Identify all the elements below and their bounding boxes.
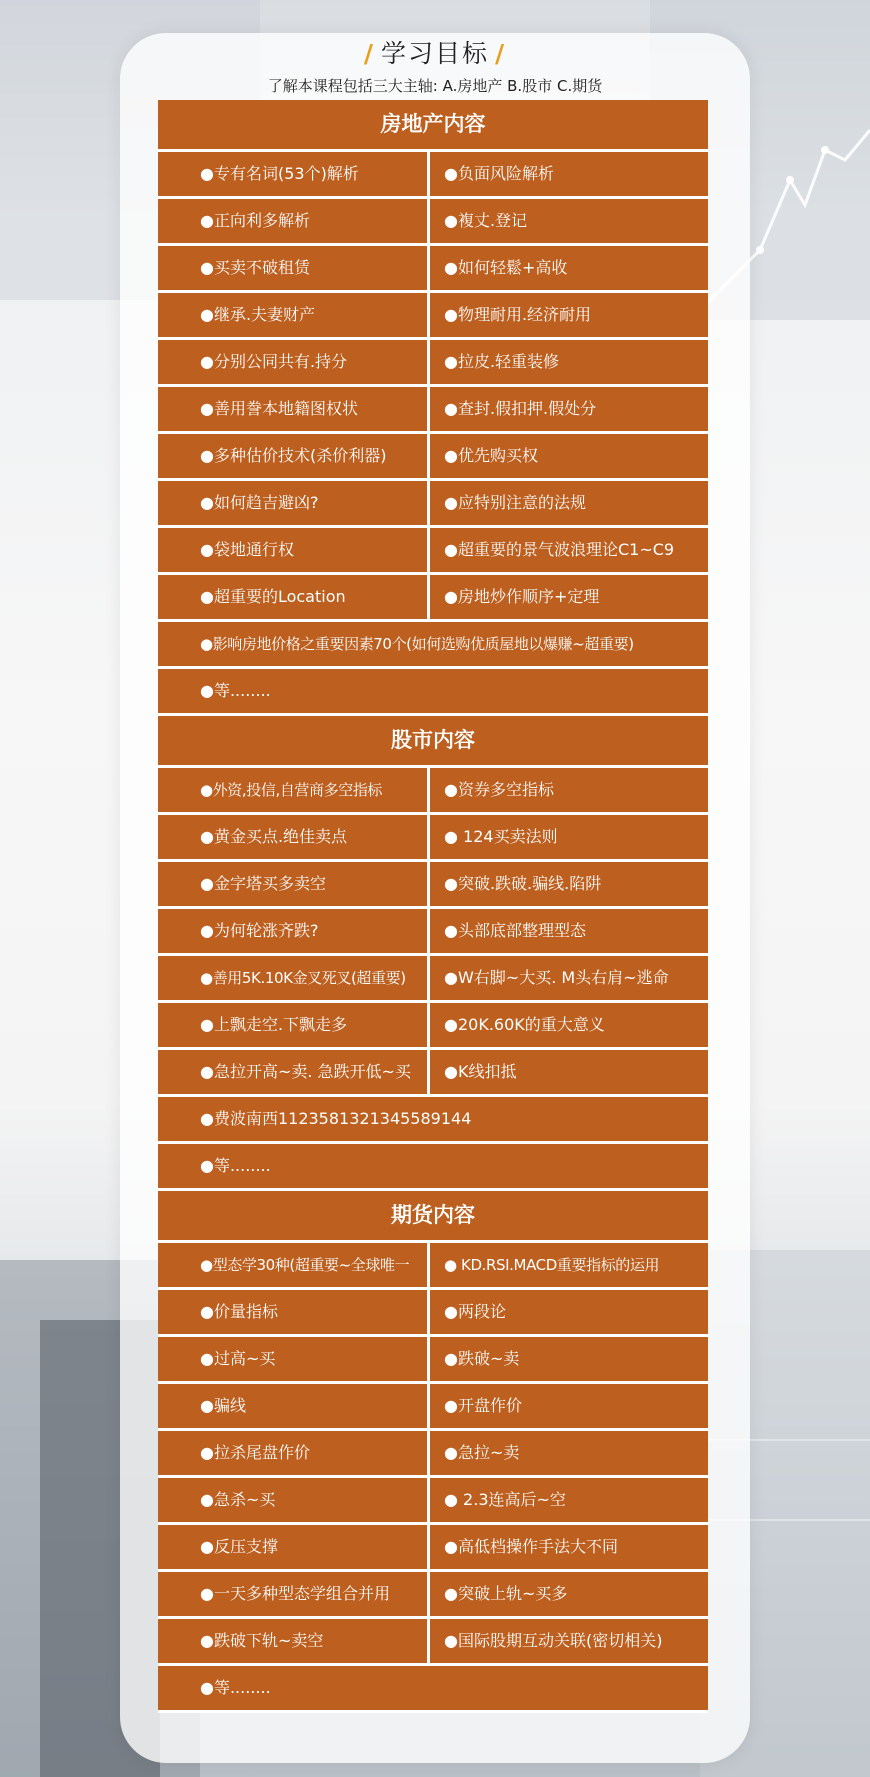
table-cell: ●如何轻鬆+高收	[430, 246, 708, 290]
table-row	[158, 1572, 708, 1619]
table-cell: ●为何轮涨齐跌?	[158, 909, 430, 953]
table-cell: ●型态学30种(超重要~全球唯一	[158, 1243, 430, 1287]
table-cell: ●开盘作价	[430, 1384, 708, 1428]
table-row	[158, 575, 708, 622]
table-row	[158, 152, 708, 199]
table-row	[158, 1337, 708, 1384]
table-cell: ●善用誊本地籍图权状	[158, 387, 430, 431]
table-row	[158, 909, 708, 956]
table-cell: ●物理耐用.经济耐用	[430, 293, 708, 337]
table-row	[158, 1619, 708, 1666]
table-cell: ●W右脚~大买. M头右肩~逃命	[430, 956, 708, 1000]
table-cell: ●头部底部整理型态	[430, 909, 708, 953]
table-row	[158, 434, 708, 481]
table-cell: ●拉皮.轻重装修	[430, 340, 708, 384]
table-cell: ● 124买卖法则	[430, 815, 708, 859]
table-cell: ●超重要的Location	[158, 575, 430, 619]
table-cell: ●跌破下轨~卖空	[158, 1619, 430, 1663]
table-cell: ●查封.假扣押.假处分	[430, 387, 708, 431]
table-cell: ●继承.夫妻财产	[158, 293, 430, 337]
table-cell: ●複丈.登记	[430, 199, 708, 243]
table-cell: ●超重要的景气波浪理论C1~C9	[430, 528, 708, 572]
table-cell: ●外资,投信,自营商多空指标	[158, 768, 430, 812]
table-cell: ● KD.RSI.MACD重要指标的运用	[430, 1243, 708, 1287]
table-row	[158, 481, 708, 528]
table-row	[158, 1003, 708, 1050]
table-cell: ●多种估价技术(杀价利器)	[158, 434, 430, 478]
table-cell: ●专有名词(53个)解析	[158, 152, 430, 196]
table-cell: ●如何趋吉避凶?	[158, 481, 430, 525]
table-cell: ●影响房地价格之重要因素70个(如何选购优质屋地以爆赚~超重要)	[158, 622, 708, 666]
table-row	[158, 862, 708, 909]
table-row	[158, 1144, 708, 1191]
title-slash-left: /	[363, 39, 375, 68]
table-cell: ●急拉~卖	[430, 1431, 708, 1475]
table-row	[158, 1050, 708, 1097]
table-cell: ●善用5K.10K金叉死叉(超重要)	[158, 956, 430, 1000]
table-row	[158, 1097, 708, 1144]
table-cell: ●突破上轨~买多	[430, 1572, 708, 1616]
table-cell: ●上飘走空.下飘走多	[158, 1003, 430, 1047]
table-cell: ●跌破~卖	[430, 1337, 708, 1381]
table-cell: ●袋地通行权	[158, 528, 430, 572]
title-text: 学习目标	[380, 39, 489, 68]
table-row	[158, 815, 708, 862]
table-cell: ●黄金买点.绝佳卖点	[158, 815, 430, 859]
table-cell: ●金字塔买多卖空	[158, 862, 430, 906]
table-cell: ●骗线	[158, 1384, 430, 1428]
table-row	[158, 199, 708, 246]
page-subtitle: 了解本课程包括三大主轴: A.房地产 B.股市 C.期货	[267, 77, 603, 95]
table-cell: ●买卖不破租赁	[158, 246, 430, 290]
table-row	[158, 1478, 708, 1525]
table-row	[158, 1525, 708, 1572]
table-cell: ●过高~买	[158, 1337, 430, 1381]
table-cell: ●分别公同共有.持分	[158, 340, 430, 384]
table-row	[158, 293, 708, 340]
section-title: 股市内容	[158, 716, 708, 768]
table-row	[158, 387, 708, 434]
table-cell: ●国际股期互动关联(密切相关)	[430, 1619, 708, 1663]
table-row	[158, 768, 708, 815]
table-cell: ●等........	[158, 1144, 708, 1188]
table-row	[158, 1290, 708, 1337]
table-row	[158, 1384, 708, 1431]
table-cell: ●费波南西112358132134558914​4	[158, 1097, 708, 1141]
table-cell: ●急杀~买	[158, 1478, 430, 1522]
table-row	[158, 528, 708, 575]
table-cell: ●两段论	[430, 1290, 708, 1334]
table-row	[158, 1243, 708, 1290]
table-cell: ●等........	[158, 1666, 708, 1710]
table-cell: ●高低档操作手法大不同	[430, 1525, 708, 1569]
table-cell: ●应特别注意的法规	[430, 481, 708, 525]
table-cell: ●等........	[158, 669, 708, 713]
page-title	[0, 34, 870, 70]
table-cell: ●优先购买权	[430, 434, 708, 478]
table-row	[158, 246, 708, 293]
table-row	[158, 622, 708, 669]
section-title: 房地产内容	[158, 100, 708, 152]
table-cell: ●K线扣抵	[430, 1050, 708, 1094]
table-cell: ●拉杀尾盘作价	[158, 1431, 430, 1475]
table-row	[158, 669, 708, 716]
table-cell: ●房地炒作顺序+定理	[430, 575, 708, 619]
table-cell: ●价量指标	[158, 1290, 430, 1334]
table-cell: ●突破.跌破.骗线.陷阱	[430, 862, 708, 906]
table-row	[158, 1666, 708, 1713]
table-row	[158, 1431, 708, 1478]
table-cell: ● 2.3连高后~空	[430, 1478, 708, 1522]
table-cell: ●正向利多解析	[158, 199, 430, 243]
section-title: 期货内容	[158, 1191, 708, 1243]
table-cell: ●一天多种型态学组合并用	[158, 1572, 430, 1616]
table-row	[158, 340, 708, 387]
course-content-table	[158, 100, 708, 1713]
table-cell: ●资券多空指标	[430, 768, 708, 812]
table-cell: ●急拉开高~卖. 急跌开低~买	[158, 1050, 430, 1094]
table-cell: ●负面风险解析	[430, 152, 708, 196]
table-row	[158, 956, 708, 1003]
table-cell: ●20K.60K的重大意义	[430, 1003, 708, 1047]
table-cell: ●反压支撑	[158, 1525, 430, 1569]
title-slash-right: /	[495, 39, 507, 68]
